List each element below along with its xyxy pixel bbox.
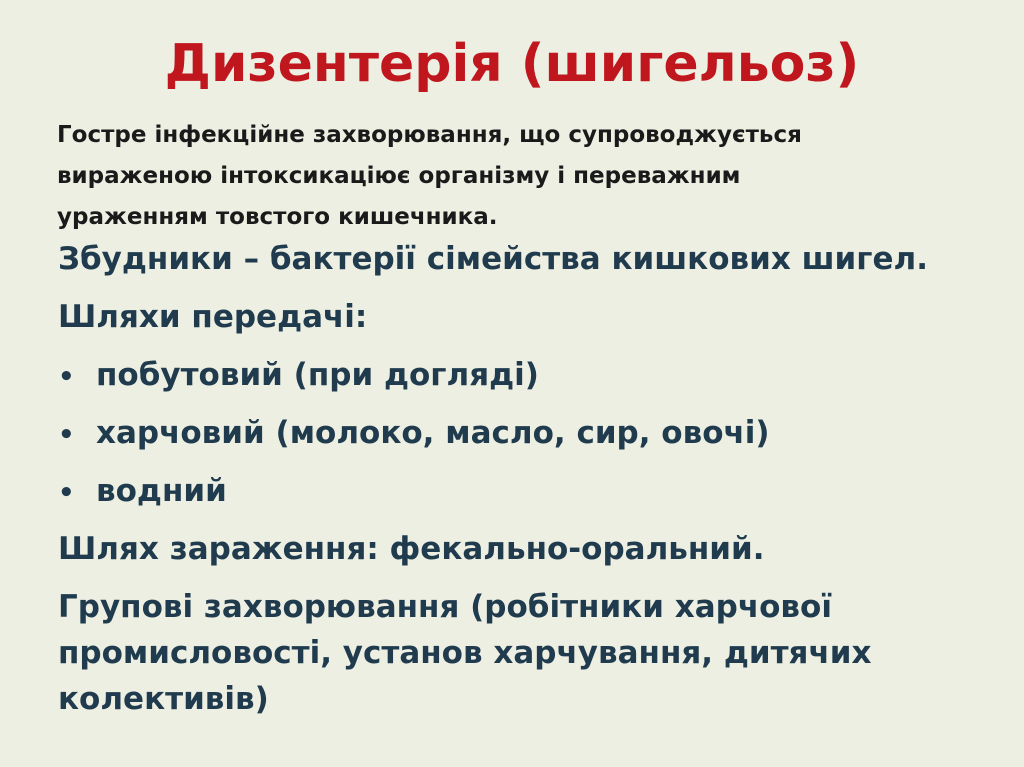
route-item bbox=[58, 410, 988, 468]
bullet-icon: • bbox=[58, 478, 75, 508]
bullet-icon: • bbox=[58, 420, 75, 450]
route-item-label: харчовий (молоко, масло, сир, овочі) bbox=[96, 415, 770, 451]
group-line: промисловості, установ харчування, дитячих bbox=[58, 635, 872, 671]
intro-line: вираженою інтоксикаціює організму і переважним bbox=[57, 163, 741, 189]
bullet-icon: • bbox=[58, 362, 75, 392]
route-item-label: побутовий (при догляді) bbox=[96, 357, 539, 393]
slide-body bbox=[58, 236, 988, 722]
group-line: Групові захворювання (робітники харчової bbox=[58, 589, 832, 625]
routes-heading: Шляхи передачі: bbox=[58, 299, 368, 335]
group-line: колективів) bbox=[58, 681, 269, 717]
slide-title: Дизентерія (шигельоз) bbox=[164, 34, 860, 94]
route-item bbox=[58, 468, 988, 526]
intro-paragraph bbox=[57, 115, 957, 238]
route-item-label: водний bbox=[96, 473, 227, 509]
group-diseases-paragraph bbox=[58, 584, 988, 722]
intro-line: ураженням товстого кишечника. bbox=[57, 204, 498, 230]
intro-line: Гостре інфекційне захворювання, що супроводжується bbox=[57, 122, 802, 148]
pathogens-text: Збудники – бактерії сімейства кишкових шигел. bbox=[58, 241, 928, 277]
infection-route-text: Шлях зараження: фекально-оральний. bbox=[58, 531, 765, 567]
route-item bbox=[58, 352, 988, 410]
